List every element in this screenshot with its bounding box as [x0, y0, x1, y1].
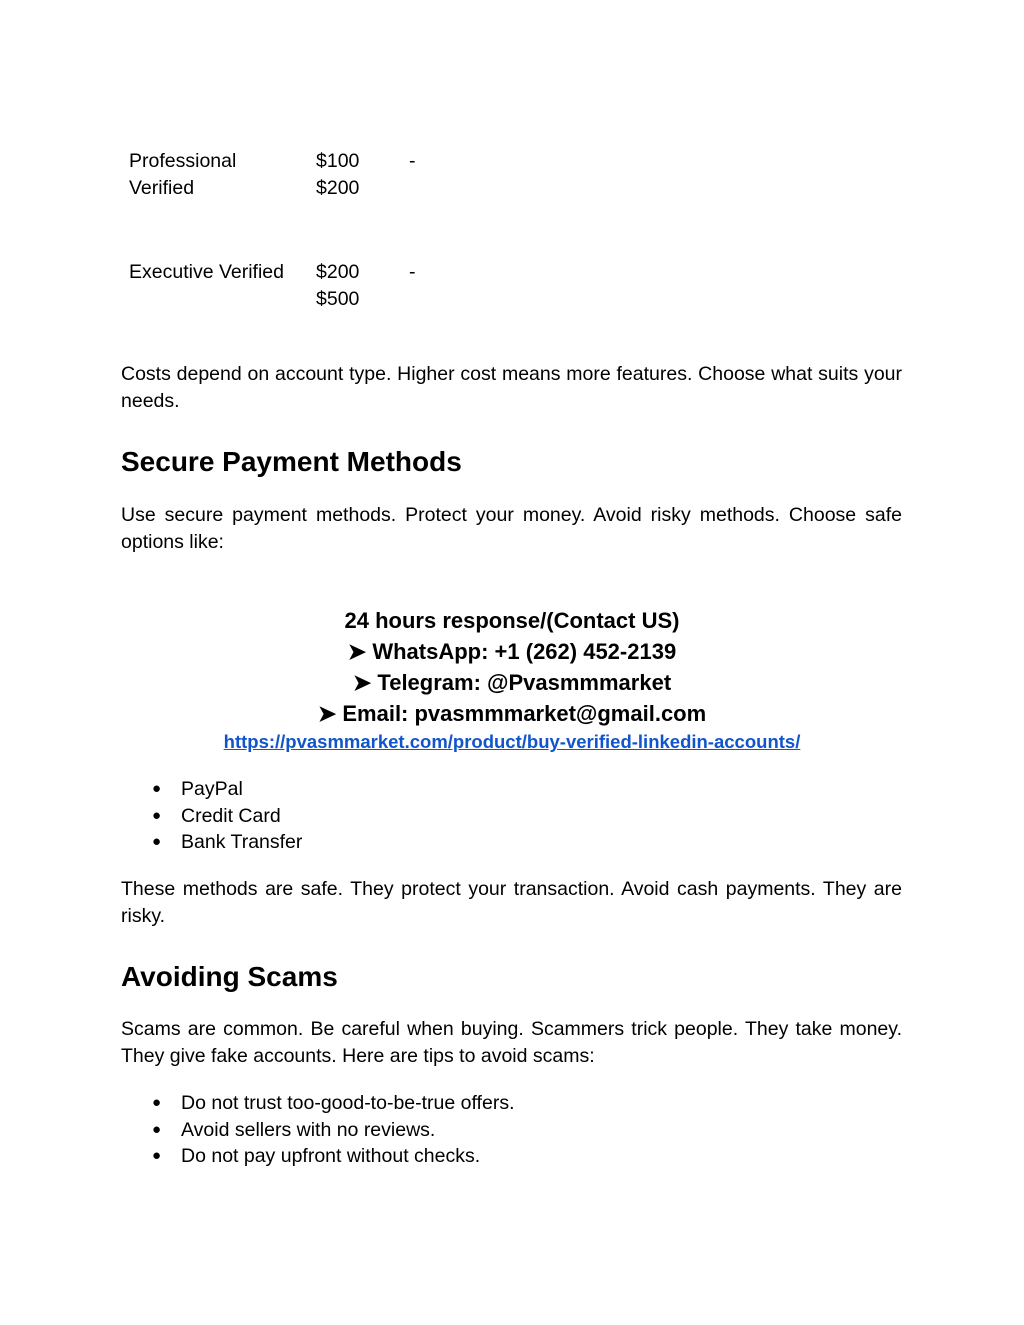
price-cell [316, 148, 386, 201]
scam-tip-label: Do not trust too-good-to-be-true offers. [181, 1092, 515, 1114]
account-type-line: Professional [129, 150, 237, 172]
scam-tip-label: Do not pay upfront without checks. [181, 1145, 481, 1167]
list-item [152, 803, 302, 830]
payment-method-label: Bank Transfer [181, 831, 303, 853]
dash-cell: - [409, 150, 416, 172]
price-cell [316, 259, 386, 312]
bullet-icon: ● [152, 780, 162, 797]
scams-intro-paragraph: Scams are common. Be careful when buying. Scammers trick people. They take money. They give fake accounts. Here are tips to avoid scams: [121, 1018, 902, 1067]
list-item [152, 1090, 514, 1117]
payment-method-label: PayPal [181, 778, 243, 800]
bullet-icon: ● [152, 806, 162, 824]
price-min: $100 [316, 150, 360, 172]
payment-methods-list [152, 776, 302, 856]
whatsapp-contact: ➤ WhatsApp: +1 (262) 452-2139 [347, 639, 677, 664]
account-type-line: Executive Verified [129, 261, 285, 283]
costs-paragraph: Costs depend on account type. Higher cost means more features. Choose what suits your needs. [121, 363, 902, 412]
dash-cell: - [409, 261, 416, 283]
telegram-contact: ➤ Telegram: @Pvasmmmarket [352, 670, 672, 695]
price-max: $200 [316, 176, 360, 199]
list-item [152, 829, 302, 856]
list-item [152, 1143, 514, 1170]
price-min: $200 [316, 261, 360, 283]
contact-block [0, 605, 1024, 755]
bullet-icon: ● [152, 1147, 162, 1164]
list-item [152, 776, 302, 803]
payment-intro-paragraph: Use secure payment methods. Protect your money. Avoid risky methods. Choose safe options like: [121, 504, 902, 553]
scam-tips-list [152, 1090, 514, 1170]
payment-method-label: Credit Card [181, 804, 281, 827]
avoiding-scams-heading: Avoiding Scams [121, 961, 338, 992]
bullet-icon: ● [152, 1120, 162, 1138]
account-type-cell [129, 148, 304, 201]
price-max: $500 [316, 287, 360, 310]
account-type-cell [129, 259, 304, 286]
bullet-icon: ● [152, 1094, 162, 1111]
scam-tip-label: Avoid sellers with no reviews. [181, 1118, 436, 1141]
account-type-line: Verified [129, 176, 195, 199]
email-contact: ➤ Email: pvasmmmarket@gmail.com [317, 701, 707, 726]
list-item [152, 1117, 514, 1144]
response-time-text: 24 hours response/(Contact US) [344, 608, 680, 633]
product-link[interactable]: https://pvasmmarket.com/product/buy-verified-linkedin-accounts/ [223, 731, 801, 752]
payment-closing-paragraph: These methods are safe. They protect your transaction. Avoid cash payments. They are risky. [121, 878, 902, 927]
bullet-icon: ● [152, 833, 162, 850]
payment-methods-heading: Secure Payment Methods [121, 446, 462, 477]
